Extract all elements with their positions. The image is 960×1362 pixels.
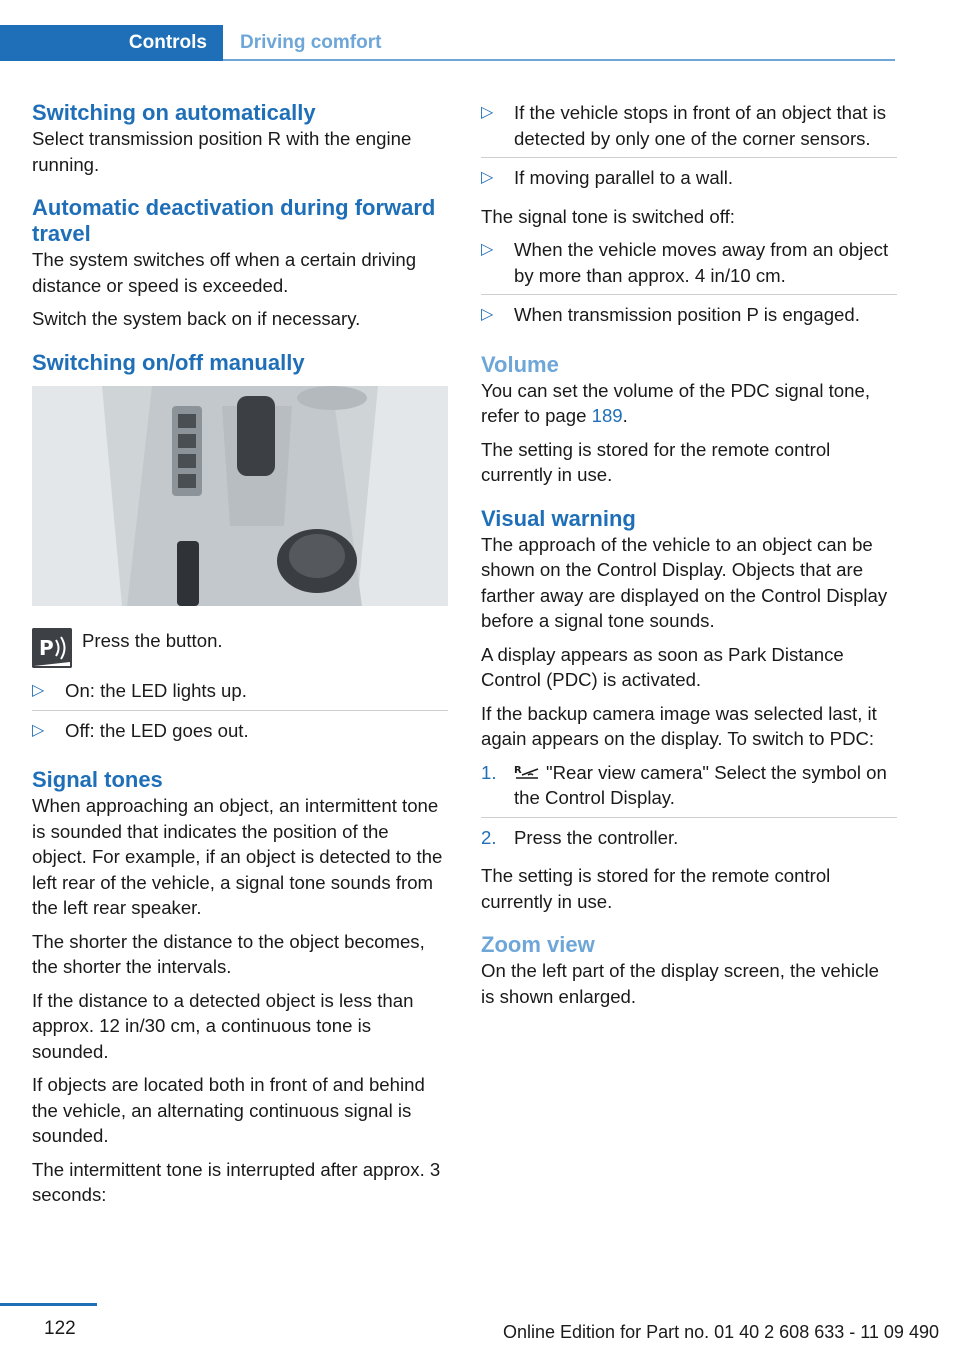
center-console-photo	[32, 386, 448, 606]
heading-switching-on-automatically: Switching on automatically	[32, 100, 316, 125]
interrupt-bullet-list	[481, 100, 897, 197]
left-column	[32, 100, 448, 1216]
section-visual-warning	[481, 506, 897, 915]
list-item-text: Off: the LED goes out.	[65, 719, 249, 741]
triangle-bullet-icon: ▷	[481, 169, 494, 186]
right-column	[481, 100, 897, 1017]
steps-list	[481, 760, 897, 857]
led-bullet-list	[32, 678, 448, 749]
rear-view-camera-icon	[514, 763, 540, 781]
section-volume	[481, 352, 897, 488]
list-item	[32, 678, 448, 711]
paragraph: The setting is stored for the remote control currently in use.	[481, 865, 831, 912]
list-item-text: On: the LED lights up.	[65, 680, 247, 701]
paragraph: If objects are located both in front of and behind the vehicle, an alternating continuous signal is sounded.	[32, 1074, 425, 1146]
header-tabbar	[0, 25, 895, 61]
paragraph: On the left part of the display screen, the vehicle is shown enlarged.	[481, 960, 879, 1007]
section-switching-manually	[32, 350, 448, 750]
paragraph: If the backup camera image was selected last, it again appears on the display. To switch to PDC:	[481, 702, 877, 749]
list-item	[481, 237, 897, 295]
footer-edition: Online Edition for Part no. 01 40 2 608 633 - 11 09 490	[503, 1322, 939, 1342]
switch-off-bullet-list	[481, 237, 897, 334]
triangle-bullet-icon: ▷	[32, 721, 45, 739]
heading-visual-warning: Visual warning	[481, 505, 636, 531]
step-number: 2.	[481, 826, 497, 848]
press-button-text: Press the button.	[82, 630, 223, 651]
list-item	[481, 760, 897, 818]
pdc-button-row	[32, 628, 448, 668]
volume-text: You can set the volume of the PDC signal tone, refer to page	[481, 379, 870, 426]
list-item-text: If moving parallel to a wall.	[514, 167, 734, 188]
list-item-text: If the vehicle stops in front of an object that is detected by only one of the corner sensors.	[514, 102, 887, 149]
paragraph: The signal tone is switched off:	[481, 205, 735, 227]
triangle-bullet-icon: ▷	[481, 104, 494, 121]
step-text: "Rear view camera" Select the symbol on the Control Display.	[514, 761, 887, 808]
tab-controls[interactable]: Controls	[0, 25, 223, 61]
paragraph	[481, 378, 897, 429]
list-item	[481, 302, 897, 334]
tab-driving-comfort[interactable]: Driving comfort	[240, 32, 382, 53]
section-signal-tones	[32, 767, 448, 1208]
paragraph: Switch the system back on if necessary.	[32, 308, 361, 329]
section-zoom-view	[481, 932, 897, 1009]
page-link[interactable]: 189	[591, 405, 623, 426]
heading-automatic-deactivation: Automatic deactivation during forward travel	[32, 195, 436, 246]
list-item	[32, 718, 448, 750]
triangle-bullet-icon: ▷	[32, 682, 45, 699]
svg-text:P: P	[39, 636, 54, 660]
volume-text-end: .	[622, 405, 628, 426]
paragraph: The intermittent tone is interrupted after approx. 3 seconds:	[32, 1158, 441, 1205]
paragraph: If the distance to a detected object is less than approx. 12 in/30 cm, a continuous tone is sounded.	[32, 989, 414, 1062]
paragraph: The setting is stored for the remote control currently in use.	[481, 438, 831, 485]
page-number: 122	[44, 1318, 76, 1339]
heading-signal-tones: Signal tones	[32, 767, 163, 792]
footer-accent-bar	[0, 1303, 97, 1306]
paragraph: The system switches off when a certain driving distance or speed is exceeded.	[32, 249, 417, 296]
pdc-button-icon	[32, 628, 72, 668]
list-item	[481, 165, 897, 197]
paragraph: The approach of the vehicle to an object can be shown on the Control Display. Objects that are farther away are displayed on the Control Display before a signal tone sounds.	[481, 533, 888, 631]
step-text: Press the controller.	[514, 826, 679, 848]
list-item-text: When transmission position P is engaged.	[514, 304, 860, 325]
step-number: 1.	[481, 761, 497, 783]
list-item-text: When the vehicle moves away from an object by more than approx. 4 in/10 cm.	[514, 239, 889, 286]
section-automatic-deactivation	[32, 195, 448, 332]
list-item	[481, 825, 897, 857]
paragraph: When approaching an object, an intermittent tone is sounded that indicates the position of the object. For example, if an object is detected to the left rear of the vehicle, a signal tone sounds from the left rear speaker.	[32, 795, 443, 918]
paragraph: The shorter the distance to the object becomes, the shorter the intervals.	[32, 930, 425, 977]
heading-zoom-view: Zoom view	[481, 932, 595, 957]
triangle-bullet-icon: ▷	[481, 306, 494, 323]
paragraph: A display appears as soon as Park Distance Control (PDC) is activated.	[481, 643, 844, 690]
list-item	[481, 100, 897, 158]
svg-text:R: R	[514, 764, 522, 776]
section-switching-on-automatically	[32, 100, 448, 177]
heading-switching-manually: Switching on/off manually	[32, 349, 305, 375]
paragraph: Select transmission position R with the engine running.	[32, 128, 412, 175]
heading-volume: Volume	[481, 351, 559, 377]
triangle-bullet-icon: ▷	[481, 241, 494, 258]
tab-underline	[223, 59, 895, 61]
